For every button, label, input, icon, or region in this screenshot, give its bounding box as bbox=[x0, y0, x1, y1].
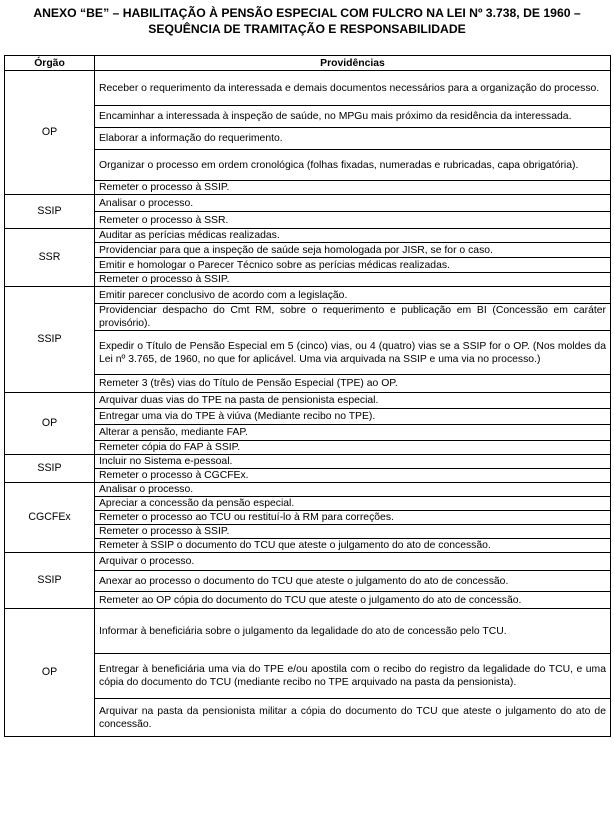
providencia-cell: Elaborar a informação do requerimento. bbox=[95, 128, 611, 150]
table-row bbox=[5, 497, 611, 511]
providencia-cell: Remeter o processo à SSIP. bbox=[95, 273, 611, 287]
table-row bbox=[5, 304, 611, 331]
providencia-cell: Alterar a pensão, mediante FAP. bbox=[95, 425, 611, 441]
orgao-cell: OP bbox=[5, 609, 95, 737]
table-header-row bbox=[5, 56, 611, 71]
table-row bbox=[5, 375, 611, 393]
table-row bbox=[5, 592, 611, 609]
providencia-cell: Analisar o processo. bbox=[95, 483, 611, 497]
providencia-cell: Remeter o processo à CGCFEx. bbox=[95, 469, 611, 483]
document-title-line1: ANEXO “BE” – HABILITAÇÃO À PENSÃO ESPECIAL COM FULCRO NA LEI Nº 3.738, DE 1960 – bbox=[33, 6, 581, 20]
providencia-cell: Remeter o processo à SSIP. bbox=[95, 181, 611, 195]
table-row bbox=[5, 553, 611, 571]
providencia-cell: Remeter 3 (três) vias do Título de Pensão Especial (TPE) ao OP. bbox=[95, 375, 611, 393]
table-row bbox=[5, 654, 611, 699]
table-row bbox=[5, 525, 611, 539]
providencia-cell: Remeter o processo à SSR. bbox=[95, 212, 611, 229]
orgao-cell: CGCFEx bbox=[5, 483, 95, 553]
providencia-cell: Entregar uma via do TPE à viúva (Mediante recibo no TPE). bbox=[95, 409, 611, 425]
providencia-cell: Providenciar despacho do Cmt RM, sobre o requerimento e publicação em BI (Concessão em caráter provisório). bbox=[95, 304, 611, 331]
providencia-cell: Auditar as perícias médicas realizadas. bbox=[95, 229, 611, 243]
providencia-cell: Receber o requerimento da interessada e demais documentos necessários para a organização do processo. bbox=[95, 71, 611, 106]
table-row bbox=[5, 425, 611, 441]
table-row bbox=[5, 195, 611, 212]
providencia-cell: Arquivar na pasta da pensionista militar a cópia do documento do TCU que ateste o julgamento do ato de concessão. bbox=[95, 699, 611, 737]
table-row bbox=[5, 455, 611, 469]
providencia-cell: Arquivar duas vias do TPE na pasta de pensionista especial. bbox=[95, 393, 611, 409]
table-row bbox=[5, 181, 611, 195]
table-row bbox=[5, 409, 611, 425]
table-row bbox=[5, 609, 611, 654]
providencia-cell: Encaminhar a interessada à inspeção de saúde, no MPGu mais próximo da residência da interessada. bbox=[95, 106, 611, 128]
responsibility-table bbox=[4, 55, 611, 737]
providencia-cell: Remeter o processo ao TCU ou restituí-lo à RM para correções. bbox=[95, 511, 611, 525]
orgao-cell: SSR bbox=[5, 229, 95, 287]
providencia-cell: Remeter ao OP cópia do documento do TCU que ateste o julgamento do ato de concessão. bbox=[95, 592, 611, 609]
table-row bbox=[5, 441, 611, 455]
table-row bbox=[5, 483, 611, 497]
table-row bbox=[5, 128, 611, 150]
table-row bbox=[5, 539, 611, 553]
providencia-cell: Emitir e homologar o Parecer Técnico sobre as perícias médicas realizadas. bbox=[95, 258, 611, 273]
providencia-cell: Apreciar a concessão da pensão especial. bbox=[95, 497, 611, 511]
table-row bbox=[5, 243, 611, 258]
table-row bbox=[5, 71, 611, 106]
providencia-cell: Emitir parecer conclusivo de acordo com a legislação. bbox=[95, 287, 611, 304]
providencia-cell: Remeter à SSIP o documento do TCU que ateste o julgamento do ato de concessão. bbox=[95, 539, 611, 553]
orgao-cell: SSIP bbox=[5, 455, 95, 483]
table-row bbox=[5, 273, 611, 287]
providencia-cell: Analisar o processo. bbox=[95, 195, 611, 212]
document-title-line2: SEQUÊNCIA DE TRAMITAÇÃO E RESPONSABILIDADE bbox=[148, 22, 466, 36]
table-row bbox=[5, 469, 611, 483]
table-row bbox=[5, 331, 611, 375]
header-providencias: Providências bbox=[95, 56, 611, 71]
providencia-cell: Informar à beneficiária sobre o julgamento da legalidade do ato de concessão pelo TCU. bbox=[95, 609, 611, 654]
table-row bbox=[5, 106, 611, 128]
table-row bbox=[5, 212, 611, 229]
orgao-cell: OP bbox=[5, 393, 95, 455]
table-row bbox=[5, 571, 611, 592]
orgao-cell: SSIP bbox=[5, 195, 95, 229]
providencia-cell: Entregar à beneficiária uma via do TPE e/ou apostila com o recibo do registro da legalidade do TCU, e uma cópia do documento do TCU (mediante recibo no TPE arquivado na pasta da pensionista). bbox=[95, 654, 611, 699]
providencia-cell: Incluir no Sistema e-pessoal. bbox=[95, 455, 611, 469]
providencia-cell: Expedir o Título de Pensão Especial em 5 (cinco) vias, ou 4 (quatro) vias se a SSIP for o OP. (Nos moldes da Lei nº 3.765, de 1960, no que for aplicável. Uma via arquivada na SSIP e uma via no processo.) bbox=[95, 331, 611, 375]
table-row bbox=[5, 287, 611, 304]
table-body bbox=[5, 71, 611, 737]
providencia-cell: Organizar o processo em ordem cronológica (folhas fixadas, numeradas e rubricadas, capa obrigatória). bbox=[95, 150, 611, 181]
providencia-cell: Arquivar o processo. bbox=[95, 553, 611, 571]
providencia-cell: Anexar ao processo o documento do TCU que ateste o julgamento do ato de concessão. bbox=[95, 571, 611, 592]
table-row bbox=[5, 229, 611, 243]
table-row bbox=[5, 393, 611, 409]
providencia-cell: Remeter o processo à SSIP. bbox=[95, 525, 611, 539]
table-row bbox=[5, 150, 611, 181]
orgao-cell: SSIP bbox=[5, 553, 95, 609]
providencia-cell: Providenciar para que a inspeção de saúde seja homologada por JISR, se for o caso. bbox=[95, 243, 611, 258]
table-row bbox=[5, 699, 611, 737]
orgao-cell: OP bbox=[5, 71, 95, 195]
orgao-cell: SSIP bbox=[5, 287, 95, 393]
providencia-cell: Remeter cópia do FAP à SSIP. bbox=[95, 441, 611, 455]
header-orgao: Órgão bbox=[5, 56, 95, 71]
table-row bbox=[5, 511, 611, 525]
table-row bbox=[5, 258, 611, 273]
